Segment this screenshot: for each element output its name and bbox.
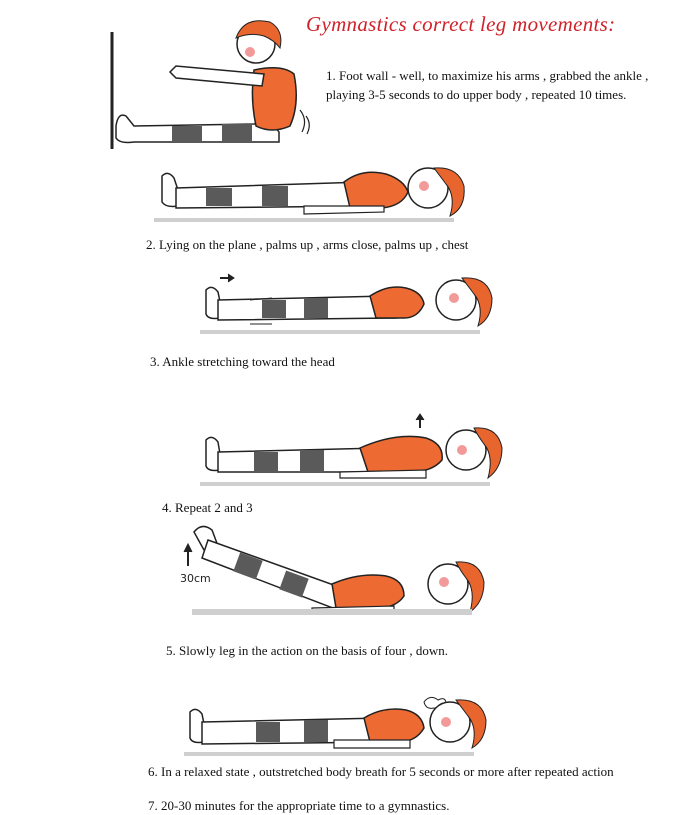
step-2-text: 2. Lying on the plane , palms up , arms close, palms up , chest: [146, 237, 469, 252]
lying-figure-4: [200, 410, 510, 494]
lying-figure-5: [172, 520, 492, 630]
step-5-text: 5. Slowly leg in the action on the basis of four , down.: [166, 643, 448, 658]
lying-figure-6: [184, 692, 494, 762]
step-6-text: 6. In a relaxed state , outstretched body breath for 5 seconds or more after repeated action: [148, 764, 614, 779]
lying-figure-3: [200, 270, 500, 340]
sitting-figure: [104, 14, 324, 154]
step-7-text: 7. 20-30 minutes for the appropriate time to a gymnastics.: [148, 798, 450, 813]
page-title: Gymnastics correct leg movements:: [306, 12, 616, 36]
step-4-text: 4. Repeat 2 and 3: [162, 500, 253, 515]
leg-height-label: 30cm: [180, 572, 211, 585]
step-1-text: 1. Foot wall - well, to maximize his arms , grabbed the ankle , playing 3-5 seconds to do upper body , repeated 10 times.: [326, 68, 649, 102]
lying-figure-2: [154, 162, 474, 234]
step-3-text: 3. Ankle stretching toward the head: [150, 354, 335, 369]
